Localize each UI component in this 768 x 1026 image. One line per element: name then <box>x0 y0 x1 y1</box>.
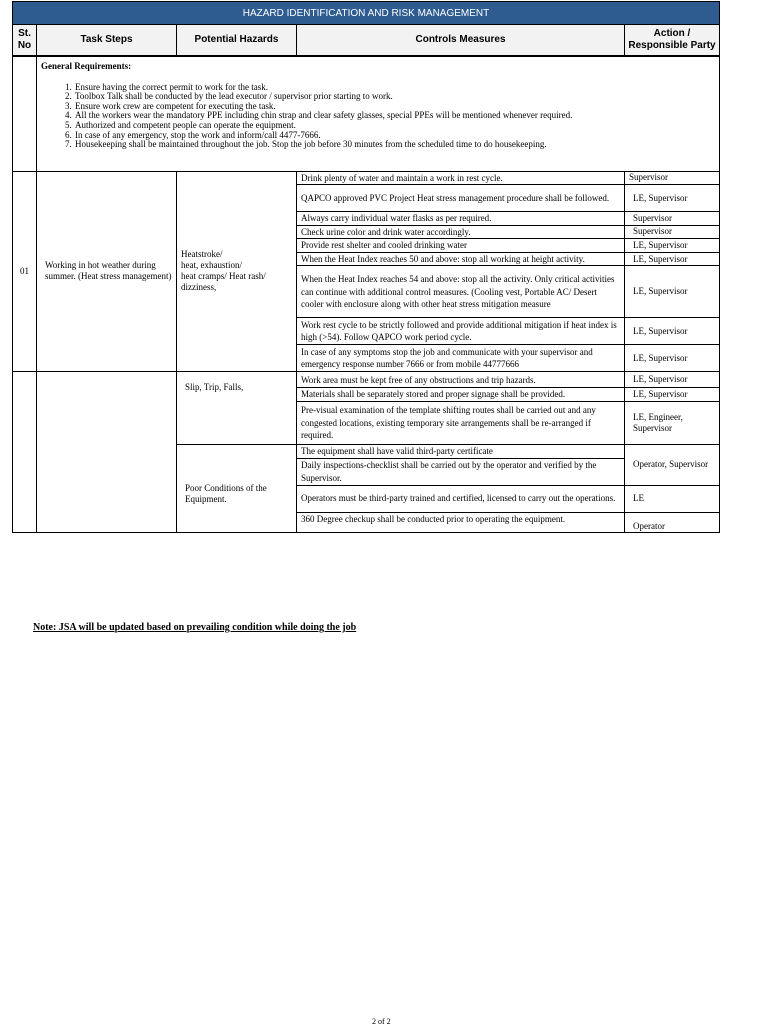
list-item: 5. Authorized and competent people can operate the equipment. <box>74 121 719 131</box>
responsible-party: LE, Supervisor <box>625 345 720 372</box>
col-header-hazards: Potential Hazards <box>177 25 297 57</box>
responsible-party: LE, Engineer, Supervisor <box>625 402 720 445</box>
task-step: Working in hot weather during summer. (Heat stress management) <box>37 171 177 372</box>
table-row <box>13 171 720 185</box>
hazard-table <box>12 1 720 533</box>
list-item: 2. Toolbox Talk shall be conducted by the lead executor / supervisor prior starting to work. <box>74 92 719 102</box>
control-measure: Daily inspections-checklist shall be carried out by the operator and verified by the Supervisor. <box>297 458 625 485</box>
list-item: 7. Housekeeping shall be maintained throughout the job. Stop the job before 30 minutes from the scheduled time to do housekeeping. <box>74 140 719 150</box>
general-requirements <box>37 56 720 171</box>
page-number: 2 of 2 <box>372 1017 391 1026</box>
col-header-no: St. No <box>13 25 37 57</box>
general-title: General Requirements: <box>41 61 132 71</box>
col-header-action: Action / Responsible Party <box>625 25 720 57</box>
control-measure: QAPCO approved PVC Project Heat stress management procedure shall be followed. <box>297 185 625 212</box>
control-measure: 360 Degree checkup shall be conducted prior to operating the equipment. <box>297 512 625 532</box>
general-list <box>41 83 719 150</box>
table-title: HAZARD IDENTIFICATION AND RISK MANAGEMENT <box>13 2 720 25</box>
potential-hazard: Poor Conditions of the Equipment. <box>177 445 297 533</box>
general-no-cell <box>13 56 37 171</box>
control-measure: Always carry individual water flasks as per required. <box>297 212 625 226</box>
responsible-party: Operator <box>625 512 720 532</box>
responsible-party: Supervisor <box>625 225 720 239</box>
control-measure: Work area must be kept free of any obstructions and trip hazards. <box>297 372 625 388</box>
row-number <box>13 372 37 532</box>
responsible-party: LE, Supervisor <box>625 318 720 345</box>
control-measure: Pre-visual examination of the template shifting routes shall be carried out and any congested locations, existing temporary site arrangements shall be re-arranged if required. <box>297 402 625 445</box>
control-measure: Check urine color and drink water accordingly. <box>297 225 625 239</box>
task-step <box>37 372 177 532</box>
control-measure: Operators must be third-party trained and certified, licensed to carry out the operations. <box>297 485 625 512</box>
responsible-party: Supervisor <box>625 171 720 185</box>
control-measure: The equipment shall have valid third-party certificate <box>297 445 625 459</box>
control-measure: Materials shall be separately stored and proper signage shall be provided. <box>297 388 625 402</box>
responsible-party: LE, Supervisor <box>625 252 720 266</box>
jsa-note: Note: JSA will be updated based on prevailing condition while doing the job <box>33 622 357 633</box>
row-number: 01 <box>13 171 37 372</box>
list-item: 6. In case of any emergency, stop the work and inform/call 4477-7666. <box>74 131 719 141</box>
responsible-party: LE <box>625 485 720 512</box>
list-item: 3. Ensure work crew are competent for executing the task. <box>74 102 719 112</box>
responsible-party: Operator, Supervisor <box>625 445 720 486</box>
control-measure: In case of any symptoms stop the job and communicate with your supervisor and emergency response number 7666 or from mobile 44777666 <box>297 345 625 372</box>
potential-hazard: Heatstroke/ heat, exhaustion/ heat cramps/ Heat rash/ dizziness, <box>177 171 297 372</box>
hazard-sheet <box>12 1 719 533</box>
control-measure: When the Heat Index reaches 54 and above: stop all the activity. Only critical activities can continue with additional control measures. (Cooling vest, Portable AC/ Desert cooler with enclosure along with other heat stress mitigation measure <box>297 266 625 318</box>
col-header-controls: Controls Measures <box>297 25 625 57</box>
responsible-party: Supervisor <box>625 212 720 226</box>
potential-hazard: Slip, Trip, Falls, <box>177 372 297 445</box>
responsible-party: LE, Supervisor <box>625 388 720 402</box>
responsible-party: LE, Supervisor <box>625 266 720 318</box>
responsible-party: LE, Supervisor <box>625 185 720 212</box>
table-row <box>13 372 720 388</box>
control-measure: Provide rest shelter and cooled drinking water <box>297 239 625 253</box>
col-header-task: Task Steps <box>37 25 177 57</box>
list-item: 4. All the workers wear the mandatory PPE including chin strap and clear safety glasses, special PPEs will be mentioned whenever required. <box>74 111 719 121</box>
control-measure: When the Heat Index reaches 50 and above: stop all working at height activity. <box>297 252 625 266</box>
responsible-party: LE, Supervisor <box>625 239 720 253</box>
responsible-party: LE, Supervisor <box>625 372 720 388</box>
control-measure: Drink plenty of water and maintain a work in rest cycle. <box>297 171 625 185</box>
control-measure: Work rest cycle to be strictly followed and provide additional mitigation if heat index is high (>54). Follow QAPCO work period cycle. <box>297 318 625 345</box>
list-item: 1. Ensure having the correct permit to work for the task. <box>74 83 719 93</box>
